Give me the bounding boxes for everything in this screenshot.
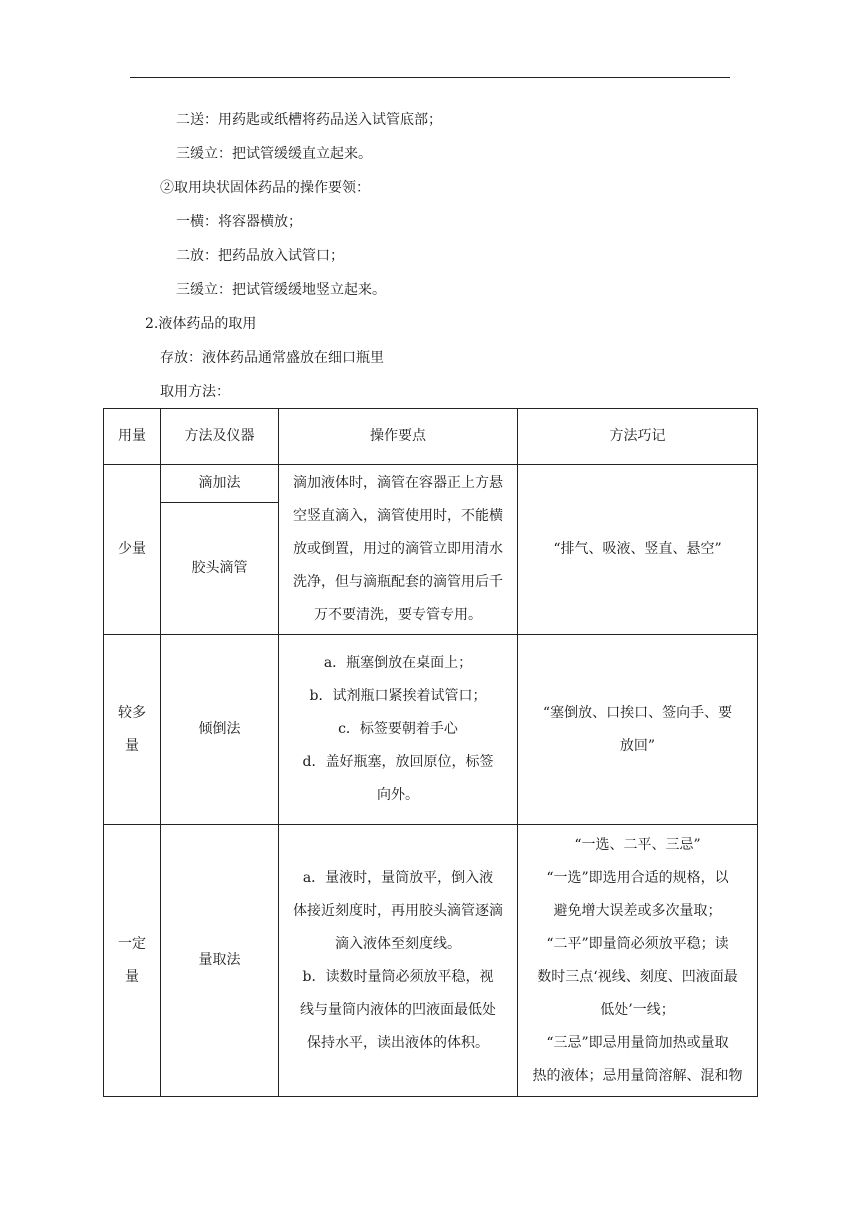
- liquid-method-table: [103, 408, 758, 1097]
- row1-point-line: 放或倒置，用过的滴管立即用清水: [293, 541, 503, 557]
- row3-point-line: 体接近刻度时，再用胶头滴管逐滴: [293, 902, 503, 919]
- row2-amount-line: 量: [125, 737, 139, 754]
- row3-point-line: b．读数时量筒必须放平稳，视: [302, 968, 494, 985]
- row3-point-line: 线与量筒内液体的凹液面最低处: [300, 1001, 496, 1018]
- row3-tip-line: “二平”即量筒必须放平稳；读: [546, 935, 729, 952]
- row3-point-line: a．量液时，量筒放平，倒入液: [302, 869, 494, 886]
- row2-amount: [104, 635, 161, 825]
- header-tip: 方法巧记: [518, 409, 758, 465]
- intro-line-1: 二送：用药匙或纸槽将药品送入试管底部；: [176, 112, 442, 128]
- row1-amount: 少量: [104, 465, 161, 635]
- row3-tip: [518, 825, 758, 1097]
- row1-point-line: 万不要清洗，要专管专用。: [314, 607, 482, 623]
- row3-tip-line: “一选”即选用合适的规格，以: [546, 869, 729, 886]
- row3-point-line: 保持水平，读出液体的体积。: [307, 1034, 489, 1051]
- table-row: [104, 635, 758, 825]
- row1-point-line: 空竖直滴入，滴管使用时，不能横: [293, 508, 503, 524]
- row2-tip-line: “塞倒放、口挨口、签向手、要: [542, 704, 733, 721]
- row3-tip-line: “三忌”即忌用量筒加热或量取: [546, 1034, 729, 1051]
- row3-points: [279, 825, 518, 1097]
- row3-amount-line: 量: [125, 968, 139, 985]
- row2-tip: [518, 635, 758, 825]
- header-amount: 用量: [104, 409, 161, 465]
- row3-tip-line: “一选、二平、三忌”: [574, 836, 701, 853]
- row2-point-line: c．标签要朝着手心: [338, 721, 458, 737]
- row2-points: [279, 635, 518, 825]
- row1-method-a: 滴加法: [161, 465, 279, 503]
- header-points: 操作要点: [279, 409, 518, 465]
- row2-method: 倾倒法: [161, 635, 279, 825]
- intro-line-3: ②取用块状固体药品的操作要领：: [160, 180, 370, 196]
- row2-amount-line: 较多: [118, 704, 146, 721]
- row1-method-b: 胶头滴管: [161, 503, 279, 635]
- intro-line-8: 存放：液体药品通常盛放在细口瓶里: [160, 350, 384, 366]
- table-header-row: [104, 409, 758, 465]
- row1-points: [279, 465, 518, 635]
- row3-amount-line: 一定: [118, 935, 146, 952]
- row2-tip-line: 放回”: [619, 737, 656, 754]
- row1-point-line: 洗净，但与滴瓶配套的滴管用后千: [293, 574, 503, 590]
- row3-method: 量取法: [161, 825, 279, 1097]
- intro-line-5: 二放：把药品放入试管口；: [176, 248, 344, 264]
- row1-point-line: 滴加液体时，滴管在容器正上方悬: [293, 475, 503, 491]
- table-row: [104, 825, 758, 1097]
- row3-tip-line: 低处’一线；: [600, 1001, 675, 1018]
- row3-tip-line: 数时三点‘视线、刻度、凹液面最: [537, 968, 738, 985]
- intro-line-2: 三缓立：把试管缓缓直立起来。: [176, 146, 372, 162]
- header-rule: [130, 77, 730, 78]
- intro-line-4: 一横：将容器横放；: [176, 214, 302, 230]
- row3-amount: [104, 825, 161, 1097]
- intro-line-6: 三缓立：把试管缓缓地竖立起来。: [176, 282, 386, 298]
- row3-tip-line: 避免增大误差或多次量取；: [553, 902, 722, 919]
- table-row: [104, 465, 758, 503]
- row2-point-line: b．试剂瓶口紧挨着试管口；: [309, 688, 487, 704]
- intro-line-9: 取用方法：: [160, 384, 230, 400]
- row3-tip-line: 热的液体；忌用量筒溶解、混和物: [532, 1067, 743, 1084]
- row1-tip: “排气、吸液、竖直、悬空”: [518, 465, 758, 635]
- row2-point-line: d．盖好瓶塞，放回原位，标签: [302, 754, 494, 770]
- row3-point-line: 滴入液体至刻度线。: [335, 935, 461, 952]
- header-method: 方法及仪器: [161, 409, 279, 465]
- section-heading: 2.液体药品的取用: [145, 316, 257, 332]
- row2-point-line: 向外。: [377, 787, 419, 803]
- row2-point-line: a．瓶塞倒放在桌面上；: [323, 655, 473, 671]
